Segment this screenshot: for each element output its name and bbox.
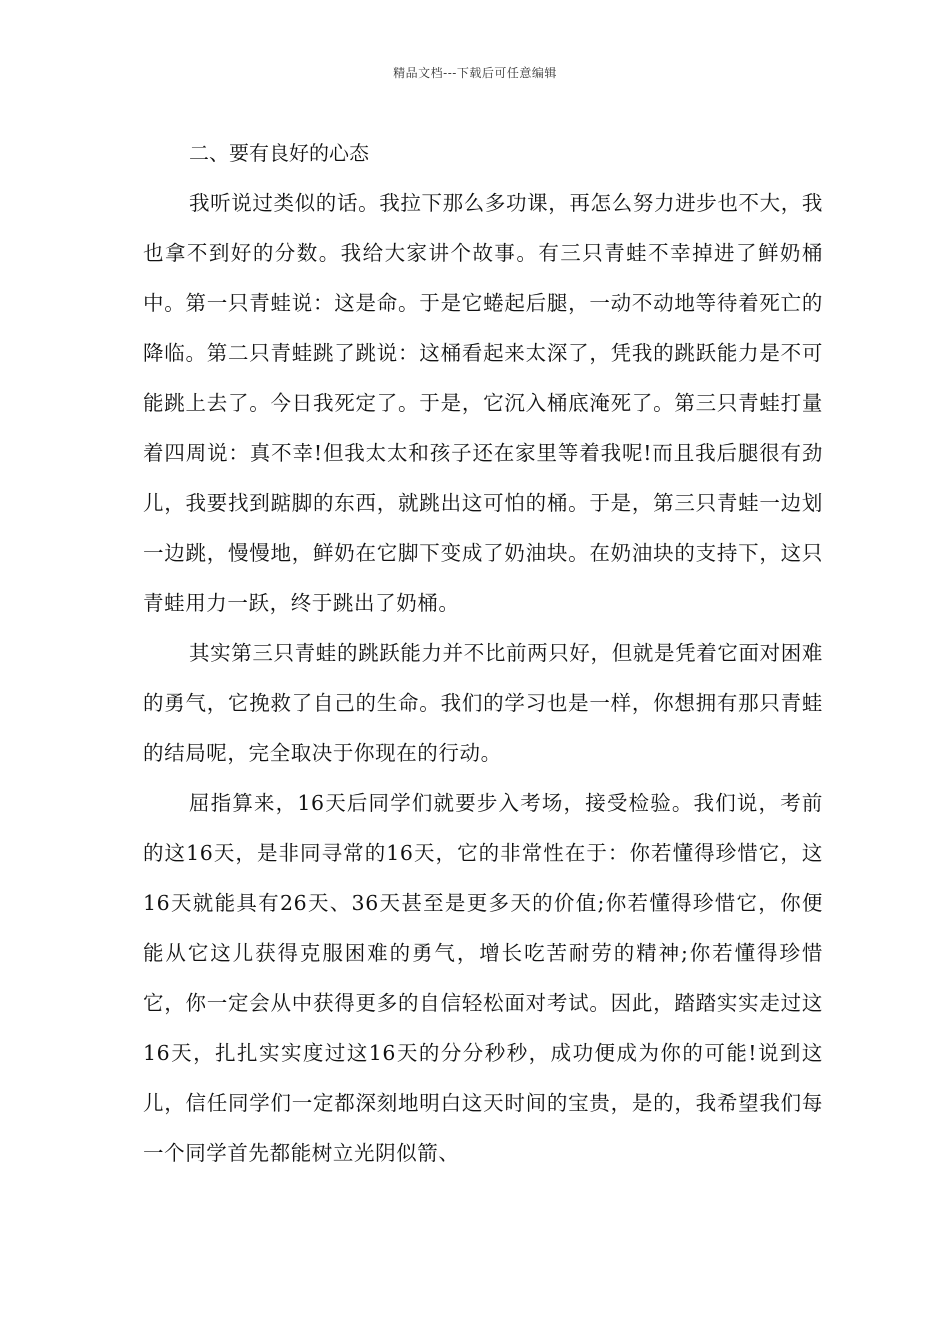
paragraph-sixteen-days: 屈指算来，16天后同学们就要步入考场，接受检验。我们说，考前的这16天，是非同寻常的16天，它的非常性在于：你若懂得珍惜它，这16天就能具有26天、36天甚至是更多天的价值;你若懂得珍惜它，你便能从它这儿获得克服困难的勇气，增长吃苦耐劳的精神;你若懂得珍惜它，你一定会从中获得更多的自信轻松面对考试。因此，踏踏实实走过这16天，扎扎实实度过这16天的分分秒秒，成功便成为你的可能!说到这儿，信任同学们一定都深刻地明白这天时间的宝贵，是的，我希望我们每一个同学首先都能树立光阴似箭、 (143, 791, 823, 1165)
section-heading: 二、要有良好的心态 (189, 141, 369, 165)
paragraph-frog-story: 我听说过类似的话。我拉下那么多功课，再怎么努力进步也不大，我也拿不到好的分数。我给大家讲个故事。有三只青蛙不幸掉进了鲜奶桶中。第一只青蛙说：这是命。于是它蜷起后腿，一动不动地等待着死亡的降临。第二只青蛙跳了跳说：这桶看起来太深了，凭我的跳跃能力是不可能跳上去了。今日我死定了。于是，它沉入桶底淹死了。第三只青蛙打量着四周说：真不幸!但我太太和孩子还在家里等着我呢!而且我后腿很有劲儿，我要找到踮脚的东西，就跳出这可怕的桶。于是，第三只青蛙一边划一边跳，慢慢地，鲜奶在它脚下变成了奶油块。在奶油块的支持下，这只青蛙用力一跃，终于跳出了奶桶。 (143, 191, 823, 615)
paragraph-courage: 其实第三只青蛙的跳跃能力并不比前两只好，但就是凭着它面对困难的勇气，它挽救了自己的生命。我们的学习也是一样，你想拥有那只青蛙的结局呢，完全取决于你现在的行动。 (143, 641, 823, 765)
page-header: 精品文档---下载后可任意编辑 (393, 66, 557, 80)
document-body (143, 128, 823, 1178)
